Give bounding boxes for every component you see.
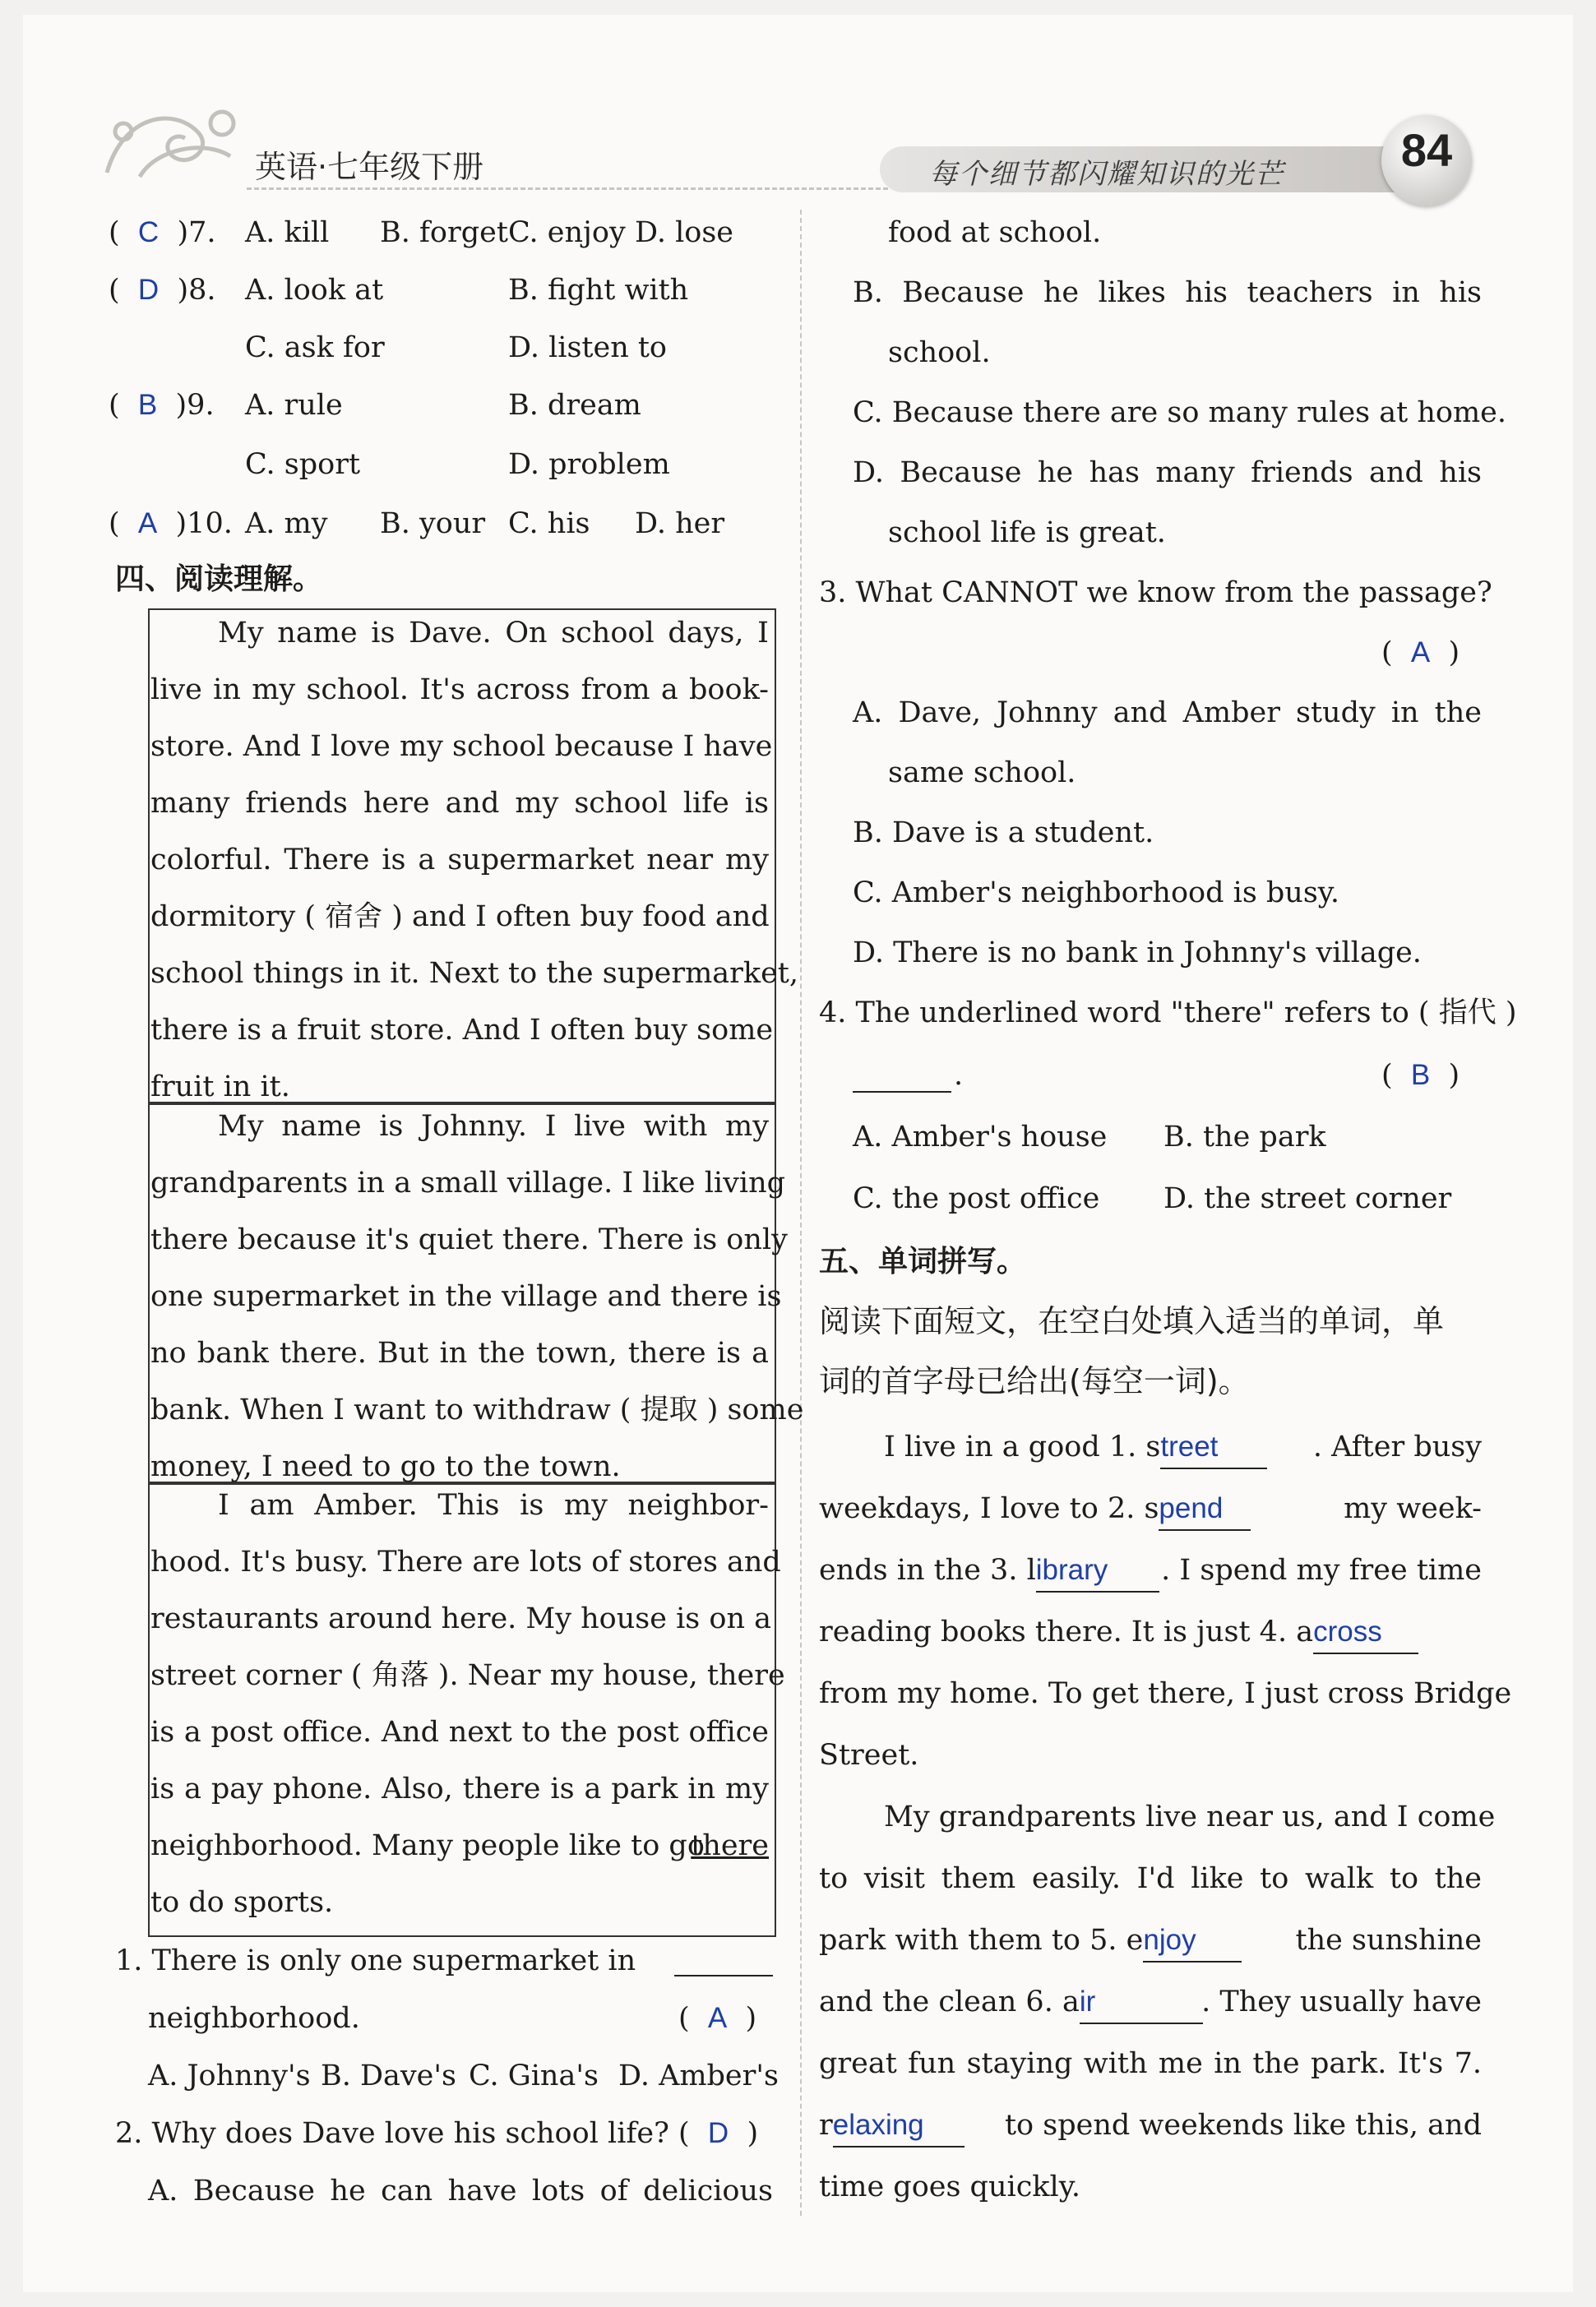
blank-period: . — [954, 1059, 964, 1092]
passage-line: fruit in it. — [150, 1070, 290, 1103]
passage-line: colorful. There is a supermarket near my — [150, 844, 769, 876]
passage-line: to do sports. — [150, 1886, 334, 1919]
spelling-line-9: park with them to 5. enjoy the sunshine — [819, 1920, 1482, 1963]
option-d: D. Because he has many friends and his — [853, 456, 1482, 489]
option-a: A. rule — [245, 389, 343, 422]
column-divider — [800, 210, 802, 2216]
option-d: D. There is no bank in Johnny's village. — [853, 936, 1422, 969]
passage-line: there because it's quiet there. There is only — [150, 1223, 788, 1256]
option-a: A. look at — [245, 274, 384, 307]
question-4-stem: 4. The underlined word "there" refers to ( 指代 ) — [819, 996, 1517, 1029]
option-b: B. fight with — [508, 274, 689, 307]
answer-blank — [674, 1975, 773, 1976]
cloze-question-7: ( C )7. — [109, 216, 216, 249]
question-1-answer: ( A ) — [678, 2002, 757, 2035]
option-b: B. Dave is a student. — [853, 816, 1154, 849]
book-title: 英语·七年级下册 — [255, 149, 484, 185]
header-rule — [247, 187, 888, 190]
section-5-title: 五、单词拼写。 — [819, 1245, 1027, 1278]
passage-line: bank. When I want to withdraw ( 提取 ) some — [150, 1394, 804, 1426]
option-d: D. the street corner — [1163, 1182, 1452, 1215]
passage-line: hood. It's busy. There are lots of stores and — [150, 1546, 781, 1579]
passage-line: many friends here and my school life is — [150, 787, 769, 820]
option-a: A. Johnny's — [148, 2060, 311, 2092]
option-b: B. dream — [508, 389, 641, 422]
passage-line: there is a fruit store. And I often buy some — [150, 1014, 774, 1047]
floral-ornament-icon — [90, 99, 255, 189]
option-c: C. his — [508, 507, 590, 540]
option-d: D. Amber's — [618, 2060, 779, 2092]
spelling-line-3: ends in the 3. library . I spend my free time — [819, 1550, 1482, 1593]
spelling-answer-7: elaxing — [832, 2109, 924, 2141]
option-a-cont: food at school. — [888, 216, 1102, 249]
passage-line: My name is Dave. On school days, I — [218, 617, 769, 650]
option-c: C. enjoy — [508, 216, 626, 249]
question-1-stem: 1. There is only one supermarket in — [115, 1944, 636, 1977]
cloze-question-9: ( B )9. — [109, 389, 215, 422]
option-b: B. Because he likes his teachers in his — [853, 276, 1482, 309]
answer: D — [137, 274, 160, 306]
passage-line: is a post office. And next to the post office — [150, 1716, 769, 1749]
answer: B — [137, 389, 158, 421]
underlined-word: there — [691, 1829, 769, 1862]
answer-blank — [853, 1091, 951, 1093]
option-c: C. ask for — [245, 331, 385, 364]
spelling-line-10: and the clean 6. air . They usually have — [819, 1981, 1482, 2024]
option-a: A. Because he can have lots of delicious — [148, 2175, 773, 2208]
answer: A — [137, 507, 158, 539]
header-slogan: 每个细节都闪耀知识的光芒 — [929, 158, 1284, 191]
spelling-line-1: I live in a good 1. street . After busy — [884, 1426, 1482, 1469]
option-a: A. kill — [245, 216, 330, 249]
option-d: D. problem — [508, 448, 670, 481]
page-number: 84 — [1400, 124, 1453, 176]
option-d: D. listen to — [508, 331, 667, 364]
passage-line: restaurants around here. My house is on a — [150, 1602, 771, 1635]
passage-line: one supermarket in the village and there is — [150, 1280, 782, 1313]
section-4-title: 四、阅读理解。 — [115, 562, 323, 596]
passage-line: live in my school. It's across from a book- — [150, 673, 769, 706]
question-1-stem-cont: neighborhood. — [148, 2002, 360, 2035]
passage-line: is a pay phone. Also, there is a park in my — [150, 1773, 769, 1805]
spelling-line-12: relaxing to spend weekends like this, and — [819, 2105, 1482, 2147]
spelling-line-2: weekdays, I love to 2. spend my week- — [819, 1488, 1482, 1531]
cloze-question-8: ( D )8. — [109, 274, 216, 307]
spelling-line-5: from my home. To get there, I just cross Bridge — [819, 1677, 1512, 1710]
cloze-question-10: ( A )10. — [109, 507, 233, 540]
passage-line: street corner ( 角落 ). Near my house, there — [150, 1659, 785, 1692]
spelling-answer-2: pend — [1159, 1492, 1224, 1524]
passage-line: neighborhood. Many people like to go there — [150, 1825, 769, 1866]
option-d-cont: school life is great. — [888, 516, 1166, 549]
spelling-answer-6: ir — [1079, 1986, 1096, 2018]
spelling-answer-5: njoy — [1143, 1924, 1196, 1956]
option-c: C. Gina's — [469, 2060, 599, 2092]
spelling-line-11: great fun staying with me in the park. It's 7. — [819, 2047, 1482, 2080]
option-d: D. lose — [635, 216, 734, 249]
passage-line: school things in it. Next to the supermarket, — [150, 957, 798, 990]
spelling-line-7: My grandparents live near us, and I come — [884, 1801, 1496, 1833]
spelling-line-4: reading books there. It is just 4. across — [819, 1611, 1482, 1654]
spelling-line-13: time goes quickly. — [819, 2171, 1080, 2203]
passage-line: store. And I love my school because I have — [150, 730, 773, 763]
option-b: B. forget — [380, 216, 508, 249]
option-c: C. the post office — [853, 1182, 1100, 1215]
question-3-stem: 3. What CANNOT we know from the passage? — [819, 576, 1492, 609]
passage-line: grandparents in a small village. I like living — [150, 1167, 786, 1200]
option-c: C. Amber's neighborhood is busy. — [853, 876, 1340, 909]
option-d: D. her — [635, 507, 725, 540]
passage-line: no bank there. But in the town, there is a — [150, 1337, 769, 1370]
passage-line: dormitory ( 宿舍 ) and I often buy food and — [150, 900, 770, 933]
answer: C — [137, 216, 160, 248]
option-a: A. Amber's house — [853, 1121, 1108, 1154]
option-c: C. sport — [245, 448, 361, 481]
option-c: C. Because there are so many rules at home. — [853, 396, 1506, 429]
option-a: A. my — [245, 507, 328, 540]
passage-line: My name is Johnny. I live with my — [218, 1110, 769, 1143]
section-5-instruction: 阅读下面短文，在空白处填入适当的单词，单 — [819, 1303, 1445, 1339]
section-5-instruction-cont: 词的首字母已给出(每空一词)。 — [819, 1363, 1250, 1399]
option-b: B. Dave's — [321, 2060, 456, 2092]
spelling-answer-1: treet — [1160, 1431, 1219, 1463]
question-4-answer: ( B ) — [1381, 1059, 1460, 1092]
spelling-answer-4: cross — [1313, 1616, 1382, 1648]
passage-line: money, I need to go to the town. — [150, 1450, 621, 1483]
spelling-answer-3: ibrary — [1035, 1554, 1108, 1586]
question-3-answer: ( A ) — [1381, 636, 1460, 669]
option-b: B. your — [380, 507, 486, 540]
option-a-cont: same school. — [888, 756, 1076, 789]
spelling-line-6: Street. — [819, 1739, 919, 1772]
passage-line: I am Amber. This is my neighbor- — [218, 1489, 769, 1522]
spelling-line-8: to visit them easily. I'd like to walk to the — [819, 1862, 1482, 1895]
option-b: B. the park — [1163, 1121, 1326, 1154]
question-2-stem: 2. Why does Dave love his school life? — [115, 2117, 669, 2150]
option-a: A. Dave, Johnny and Amber study in the — [853, 696, 1482, 729]
option-b-cont: school. — [888, 336, 991, 369]
question-2-answer: ( D ) — [678, 2117, 759, 2150]
